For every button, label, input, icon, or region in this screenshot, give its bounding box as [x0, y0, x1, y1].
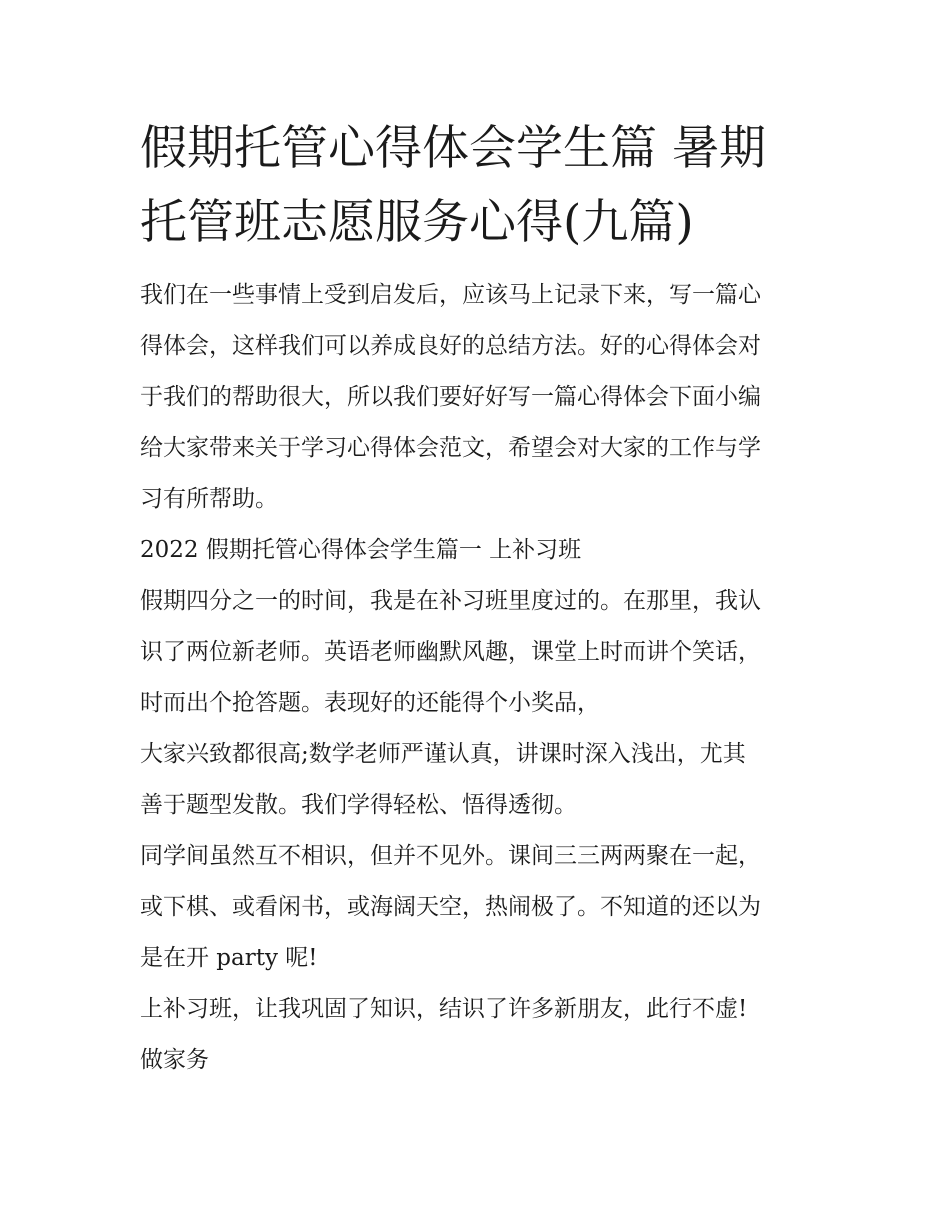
- body-line: 我们在一些事情上受到启发后，应该马上记录下来，写一篇心: [140, 282, 761, 308]
- section-heading: 2022 假期托管心得体会学生篇一 上补习班: [140, 537, 582, 563]
- document-title: [140, 112, 820, 260]
- body-line: 大家兴致都很高;数学老师严谨认真，讲课时深入浅出，尤其: [140, 741, 746, 767]
- body-line: 于我们的帮助很大，所以我们要好好写一篇心得体会下面小编: [140, 384, 761, 410]
- title-line-1: 假期托管心得体会学生篇 暑期: [140, 121, 766, 176]
- body-line: 同学间虽然互不相识，但并不见外。课间三三两两聚在一起，: [140, 843, 761, 869]
- document-page: [140, 112, 820, 1086]
- body-line: 识了两位新老师。英语老师幽默风趣，课堂上时而讲个笑话，: [140, 639, 761, 665]
- body-line: 假期四分之一的时间，我是在补习班里度过的。在那里，我认: [140, 588, 761, 614]
- section-heading: 做家务: [140, 1047, 209, 1073]
- body-line: 或下棋、或看闲书，或海阔天空，热闹极了。不知道的还以为: [140, 894, 761, 920]
- body-line: 上补习班，让我巩固了知识，结识了许多新朋友，此行不虚!: [140, 996, 748, 1022]
- title-line-2: 托管班志愿服务心得(九篇): [140, 195, 694, 250]
- body-line: 得体会，这样我们可以养成良好的总结方法。好的心得体会对: [140, 333, 761, 359]
- body-line: 习有所帮助。: [140, 486, 278, 512]
- body-line: 是在开 party 呢!: [140, 945, 318, 971]
- document-body: [140, 270, 820, 1086]
- body-line: 给大家带来关于学习心得体会范文，希望会对大家的工作与学: [140, 435, 761, 461]
- body-line: 善于题型发散。我们学得轻松、悟得透彻。: [140, 792, 577, 818]
- body-line: 时而出个抢答题。表现好的还能得个小奖品，: [140, 690, 600, 716]
